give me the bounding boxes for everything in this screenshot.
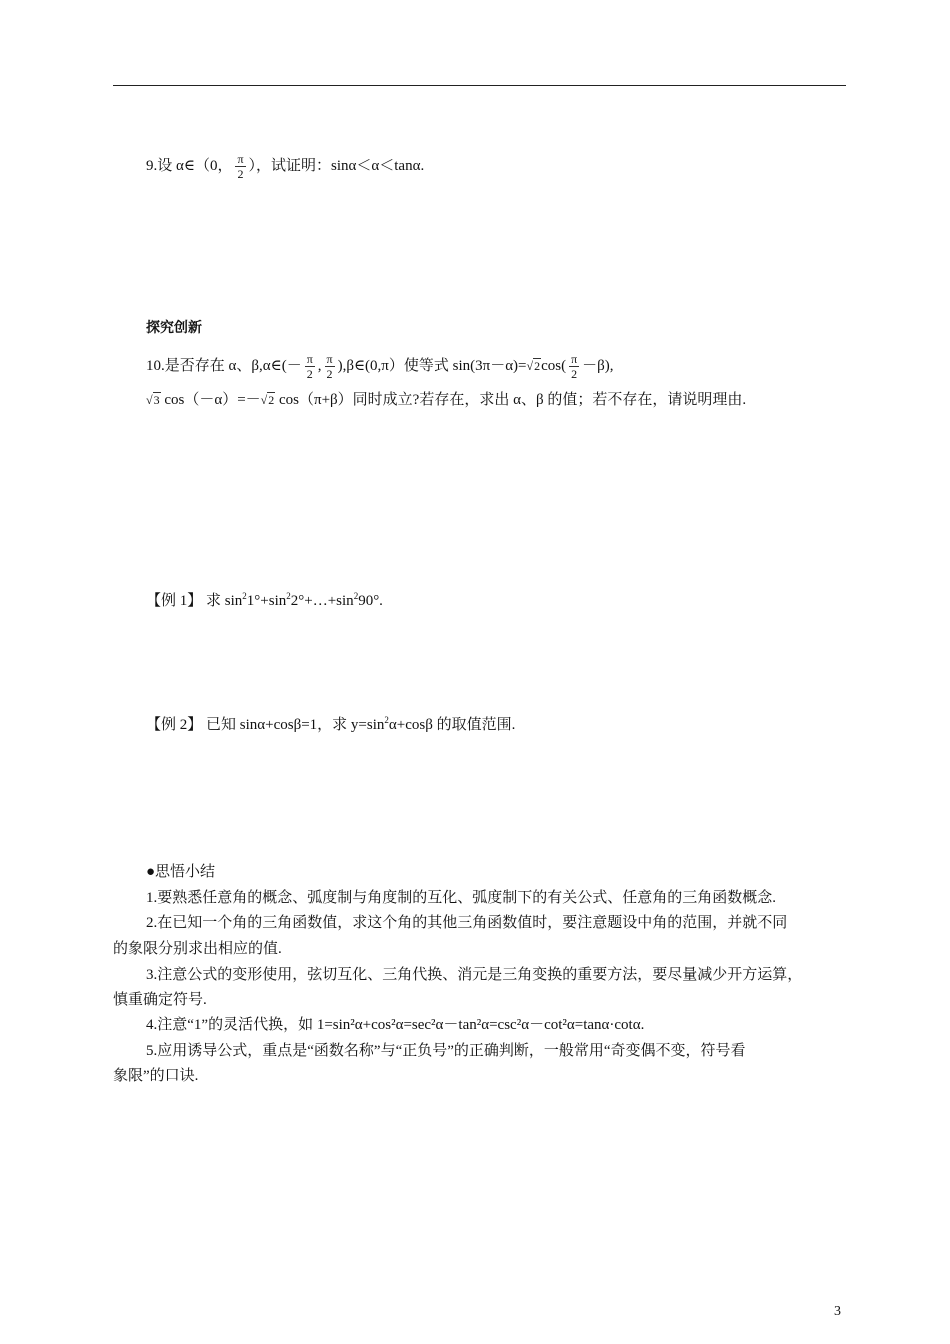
pi-over-2-fraction	[235, 152, 245, 181]
example-2-label: 【例 2】	[146, 717, 203, 733]
superscript: 2	[384, 715, 389, 725]
example-1-text: 1°+sin	[246, 593, 287, 609]
q10-text-c: cos(	[541, 357, 567, 374]
q10-text-f: cos（π+β）同时成立?若存在，求出 α、β 的值；若不存在，请说明理由.	[279, 392, 747, 408]
neg-pi-over-2-fraction	[305, 352, 315, 381]
summary-point-5a: 5.应用诱导公式，重点是“函数名称”与“正负号”的正确判断，一般常用“奇变偶不变，符号看	[146, 1043, 746, 1059]
superscript: 2	[353, 591, 359, 601]
summary-point-1: 1.要熟悉任意角的概念、弧度制与角度制的互化、弧度制下的有关公式、任意角的三角函数概念.	[146, 890, 777, 906]
radicand: 3	[153, 393, 160, 407]
fraction-denominator: 2	[237, 167, 244, 181]
fraction-numerator: π	[571, 352, 578, 366]
fraction-denominator: 2	[571, 367, 578, 381]
pi-over-2-fraction	[569, 352, 579, 381]
fraction-numerator: π	[237, 152, 244, 166]
q10-text-a: 10.是否存在 α、β,α∈(－	[146, 357, 302, 374]
superscript: 2	[242, 591, 247, 601]
fraction-numerator: π	[306, 352, 313, 366]
example-1-text: 90°.	[358, 593, 383, 609]
example-1-label: 【例 1】	[146, 593, 203, 609]
question-9	[146, 152, 424, 181]
fraction-numerator: π	[326, 352, 333, 366]
superscript: 2	[286, 591, 291, 601]
section-heading: 探究创新	[146, 320, 202, 336]
summary-title: ●思悟小结	[146, 864, 216, 880]
q10-text-d: －β),	[582, 357, 614, 374]
header-rule	[113, 85, 846, 86]
q9-prefix: 9.设 α∈（0，	[146, 157, 233, 174]
summary-point-2a: 2.在已知一个角的三角函数值，求这个角的其他三角函数值时，要注意题设中角的范围，并就不同	[146, 915, 788, 931]
example-1	[146, 591, 383, 611]
pi-over-2-fraction	[325, 352, 335, 381]
fraction-denominator: 2	[326, 367, 333, 381]
sqrt-2: √2	[260, 393, 275, 407]
q10-text-b: ),β∈(0,π）使等式 sin(3π－α)=	[337, 357, 527, 374]
summary-point-4: 4.注意“1”的灵活代换，如 1=sin²α+cos²α=sec²α－tan²α=csc²α－cot²α=tanα·cotα.	[146, 1017, 645, 1033]
question-10-line-1	[146, 352, 614, 381]
question-10-line-2	[146, 390, 746, 410]
radicand: 2	[268, 393, 275, 407]
summary-point-5b: 象限”的口诀.	[113, 1068, 199, 1084]
summary-point-3b: 慎重确定符号.	[113, 992, 207, 1008]
example-2-text: 已知 sinα+cosβ=1，求 y=sin	[206, 717, 385, 733]
example-2-text: α+cosβ 的取值范围.	[388, 717, 516, 733]
summary-point-3a: 3.注意公式的变形使用，弦切互化、三角代换、消元是三角变换的重要方法，要尽量减少开方运算，	[146, 967, 803, 983]
q9-suffix: ），试证明：sinα＜α＜tanα.	[248, 157, 425, 174]
example-1-text: 求 sin	[206, 593, 243, 609]
sqrt-3: √3	[146, 393, 160, 407]
sqrt-2: √2	[526, 358, 541, 373]
page-number: 3	[834, 1304, 841, 1319]
radicand: 2	[534, 358, 541, 373]
summary-point-2b: 的象限分别求出相应的值.	[113, 941, 282, 957]
q10-text-e: cos（－α）=－	[164, 392, 261, 408]
q10-comma: ,	[317, 357, 322, 374]
example-1-text: 2°+…+sin	[290, 593, 354, 609]
fraction-denominator: 2	[306, 367, 313, 381]
example-2	[146, 715, 515, 735]
